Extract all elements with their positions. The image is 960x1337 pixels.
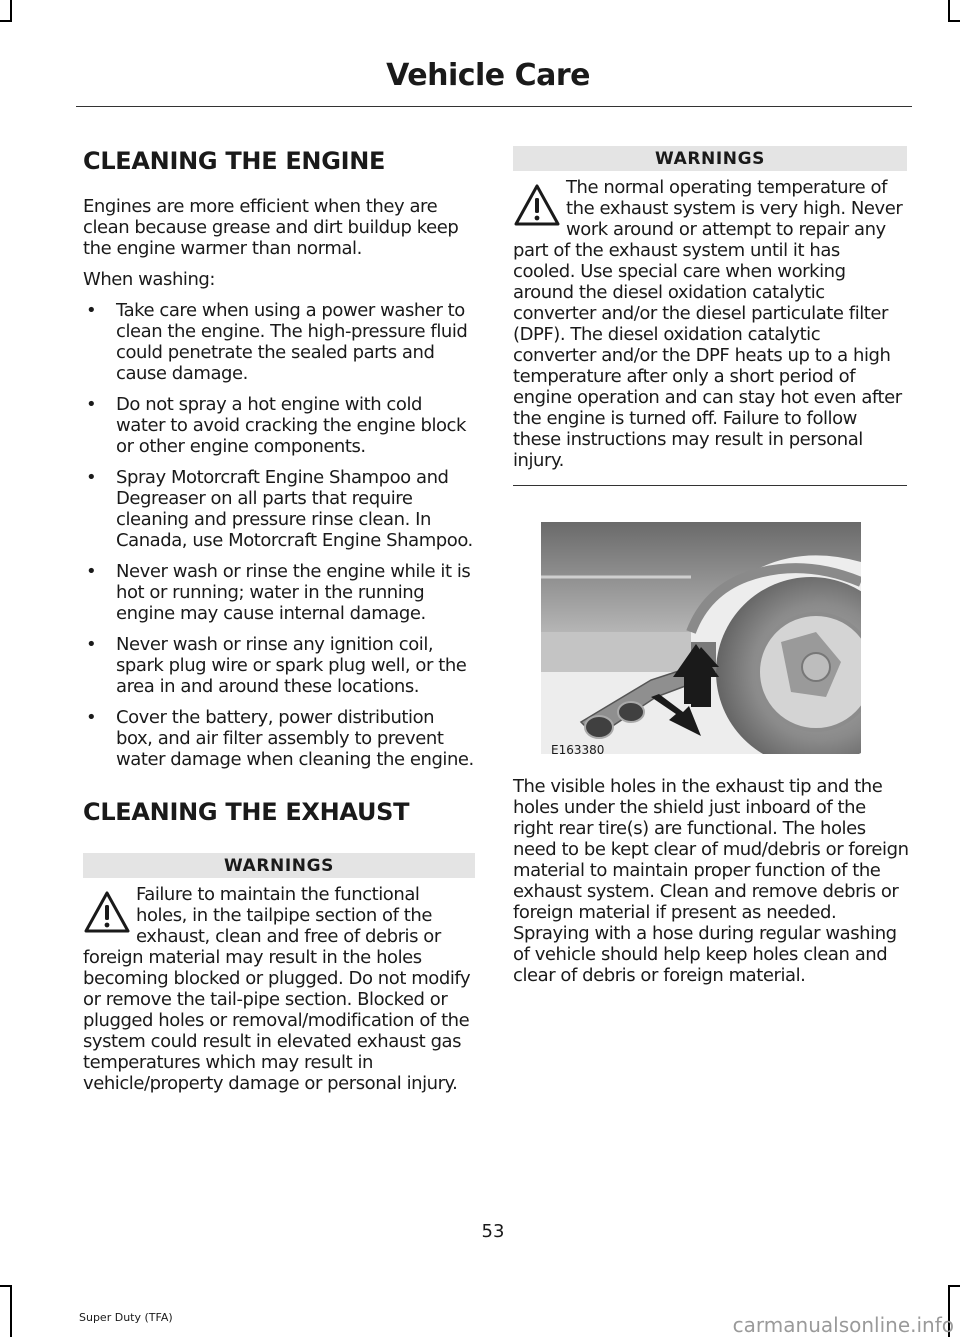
warning-text: The normal operating temperature of the exhaust system is very high. Never work around or attempt to repair any part of the exhaust system until it has cooled. Use special care when working around the diesel oxidation catalytic converter and/or the diesel particulate filter (DPF). The diesel oxidation catalytic converter and/or the DPF heats up to a high temperature after only a short period of engine operation and can stay hot even after the engine is turned off. Failure to follow these instructions may result in personal injury.	[513, 177, 903, 471]
crop-mark	[948, 20, 960, 22]
section-title: Vehicle Care	[386, 58, 590, 93]
page-number: 53	[481, 1221, 505, 1242]
crop-mark	[0, 20, 12, 22]
crop-mark	[0, 1285, 12, 1287]
warnings-heading: WARNINGS	[513, 146, 907, 171]
list-item: • Never wash or rinse the engine while it is hot or running; water in the running engine may cause internal damage.	[86, 561, 471, 624]
engine-intro: Engines are more efficient when they are clean because grease and dirt buildup keep the engine warmer than normal.	[83, 196, 459, 259]
engine-heading: CLEANING THE ENGINE	[83, 147, 386, 175]
crop-mark	[10, 0, 12, 20]
exhaust-heading: CLEANING THE EXHAUST	[83, 798, 410, 826]
warning-text: Failure to maintain the functional holes, in the tailpipe section of the exhaust, clean and free of debris or foreign material may result in the holes becoming blocked or plugged. Do not modify or remove the tail-pipe section. Blocked or plugged holes or removal/modification of the system could result in elevated exhaust gas temperatures which may result in vehicle/property damage or personal injury.	[83, 884, 471, 1094]
crop-mark	[948, 1285, 960, 1287]
warning-triangle-icon	[514, 183, 560, 227]
watermark: carmanualsonline.info	[732, 1313, 954, 1337]
list-item: • Cover the battery, power distribution box, and air filter assembly to prevent water damage when cleaning the engine.	[86, 707, 474, 770]
header-divider	[76, 106, 912, 107]
body-text: The visible holes in the exhaust tip and the holes under the shield just inboard of the right rear tire(s) are functional. The holes need to be kept clear of mud/debris or foreign material to maintain proper function of the exhaust system. Clean and remove debris or foreign material if present as needed. Spraying with a hose during regular washing of vehicle should help keep holes clean and clear of debris or foreign material.	[513, 776, 909, 986]
figure-label: E163380	[551, 743, 605, 757]
exhaust-illustration	[541, 522, 861, 754]
right-column	[513, 146, 907, 486]
crop-mark	[10, 1285, 12, 1337]
list-item: • Do not spray a hot engine with cold water to avoid cracking the engine block or other engine components.	[86, 394, 466, 457]
washing-label: When washing:	[83, 269, 215, 290]
warning-box	[83, 884, 475, 1094]
list-item: • Never wash or rinse any ignition coil, spark plug wire or spark plug well, or the area in and around these locations.	[86, 634, 467, 697]
washing-list	[83, 300, 475, 770]
warning-triangle-icon	[84, 890, 130, 934]
crop-mark	[948, 0, 950, 20]
list-item: • Spray Motorcraft Engine Shampoo and Degreaser on all parts that require cleaning and pressure rinse clean. In Canada, use Motorcraft Engine Shampoo.	[86, 467, 473, 551]
list-item: • Take care when using a power washer to clean the engine. The high-pressure fluid could penetrate the sealed parts and cause damage.	[86, 300, 468, 384]
warning-box	[513, 177, 907, 471]
left-column	[83, 146, 475, 1094]
exhaust-paragraph	[513, 776, 909, 986]
warning-divider	[513, 485, 907, 486]
footer-model: Super Duty (TFA)	[79, 1311, 173, 1324]
warnings-heading: WARNINGS	[83, 853, 475, 878]
